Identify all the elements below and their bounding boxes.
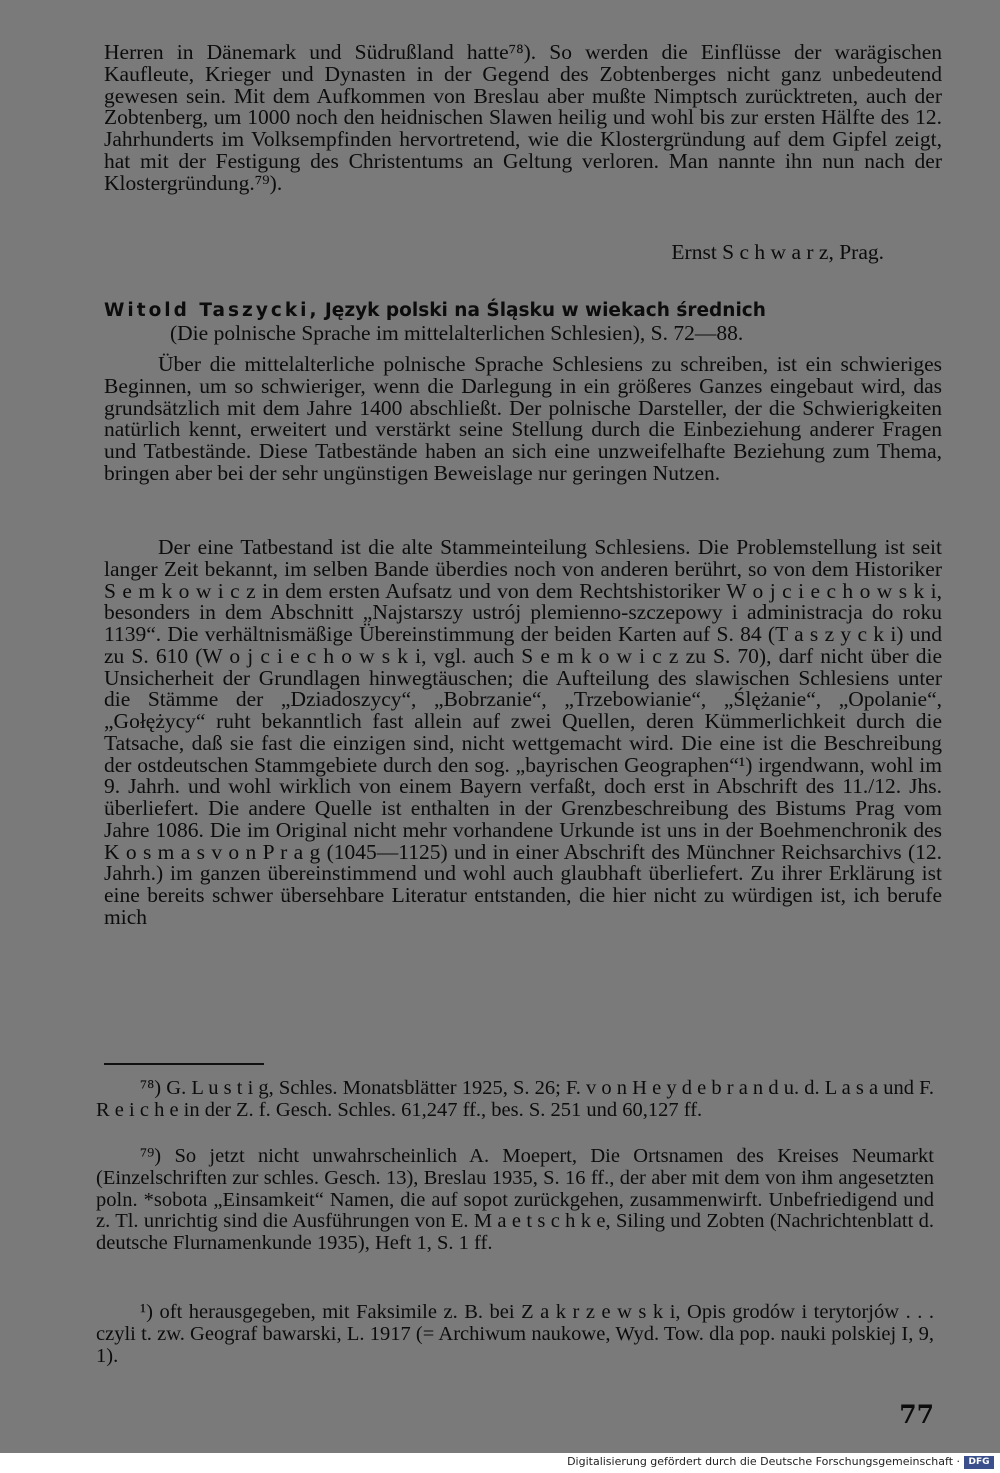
author-signature: Ernst S c h w a r z, Prag.: [671, 240, 884, 264]
footnote-separator: [104, 1063, 264, 1065]
page-number: 77: [899, 1400, 934, 1429]
review-author: Witold Taszycki,: [104, 300, 320, 321]
footer-credit: Digitalisierung gefördert durch die Deutsche Forschungsgemeinschaft ·: [567, 1455, 960, 1468]
footnote-1: ¹) oft herausgegeben, mit Faksimile z. B. bei Z a k r z e w s k i, Opis grodów i terytorjów . . . czyli t. zw. Geograf bawarski, L. 1917 (= Archiwum naukowe, Wyd. Tow. dla pop. nauki polskiej I, 9, 1).: [96, 1301, 934, 1367]
body-paragraph-2: Der eine Tatbestand ist die alte Stammeinteilung Schlesiens. Die Problemstellung ist seit langer Zeit bekannt, im selben Bande überdies noch von anderen berührt, so von dem Historiker S e m k o w i c z in dem ersten Aufsatz und von dem Rechtshistoriker W o j c i e c h o w s k i, besonders in dem Abschnitt „Najstarszy ustrój plemienno-szczepowy i administracja do roku 1139“. Die verhältnismäßige Übereinstimmung der beiden Karten auf S. 84 (T a s z y c k i) und zu S. 610 (W o j c i e c h o w s k i, vgl. auch S e m k o w i c z zu S. 70), darf nicht über die Unsicherheit der Grundlagen hinwegtäuschen; die Aufteilung des slawischen Schlesiens unter die Stämme der „Dziadoszycy“, „Bobrzanie“, „Trzebowianie“, „Ślężanie“, „Opolanie“, „Gołężycy“ ruht bekanntlich fast allein auf zwei Quellen, deren Kümmerlichkeit durch die Tatsache, daß sie fast die einzigen sind, nicht wettgemacht wird. Die eine ist die Beschreibung der ostdeutschen Stammgebiete durch den sog. „bayrischen Geographen“¹) irgendwann, wohl im 9. Jahrh. und wohl wirklich von einem Bayern verfaßt, doch erst in Abschrift des 11./12. Jhs. überliefert. Die andere Quelle ist enthalten in der Grenzbeschreibung des Bistums Prag vom Jahre 1086. Die im Original nicht mehr vorhandene Urkunde ist uns in der Boehmenchronik des K o s m a s v o n P r a g (1045—1125) und in einer Abschrift des Münchner Reichsarchivs (12. Jahrh.) im ganzen übereinstimmend und wohl auch glaubhaft überliefert. Zu ihrer Erklärung ist eine bereits schwer übersehbare Literatur entstanden, die hier nicht zu würdigen ist, ich berufe mich: [104, 535, 942, 929]
footnote-79: ⁷⁹) So jetzt nicht unwahrscheinlich A. Moepert, Die Ortsnamen des Kreises Neumarkt (Einzelschriften zur schles. Gesch. 13), Breslau 1935, S. 16 ff., der aber mit dem von ihm angesetzten poln. *sobota „Einsamkeit“ Namen, die auf sopot zurückgehen, zusammenwirft. Unbefriedigend und z. Tl. unrichtig sind die Ausführungen von E. M a e t s c h k e, Siling und Zobten (Nachrichtenblatt d. deutsche Flurnamenkunde 1935), Heft 1, S. 1 ff.: [96, 1145, 934, 1254]
digitization-footer: [0, 1453, 1000, 1473]
review-heading: [104, 298, 942, 344]
review-subtitle: (Die polnische Sprache im mittelalterlichen Schlesien), S. 72—88.: [170, 321, 744, 345]
review-title: Język polski na Śląsku w wiekach średnich: [324, 300, 766, 321]
footnote-78: ⁷⁸) G. L u s t i g, Schles. Monatsblätter 1925, S. 26; F. v o n H e y d e b r a n d u. d. L a s a und F. R e i c h e in der Z. f. Gesch. Schles. 61,247 ff., bes. S. 251 und 60,127 ff.: [96, 1077, 934, 1121]
dfg-logo-icon: DFG: [964, 1456, 994, 1469]
body-paragraph-1: Über die mittelalterliche polnische Sprache Schlesiens zu schreiben, ist ein schwieriges Beginnen, um so schwieriger, wenn die Darlegung in ein größeres Ganzes eingebaut wird, das grundsätzlich mit dem Jahre 1400 abschließt. Der polnische Darsteller, der die Schwierigkeiten natürlich kennt, erweitert und verstärkt seine Stellung durch die Einbeziehung anderer Fragen und Tatbestände. Diese Tatbestände haben an sich eine unzweifelhafte Beziehung zum Thema, bringen aber bei der sehr ungünstigen Beweislage nur geringen Nutzen.: [104, 352, 942, 485]
continuation-paragraph: Herren in Dänemark und Südrußland hatte⁷⁸). So werden die Einflüsse der warägischen Kaufleute, Krieger und Dynasten in der Gegend des Zobtenberges nicht ganz unbedeutend gewesen sein. Mit dem Aufkommen von Breslau aber mußte Nimptsch zurücktreten, auch der Zobtenberg, um 1000 noch den heidnischen Slawen heilig und wohl bis zur ersten Hälfte des 12. Jahrhunderts im Volksempfinden hervortretend, wie die Klostergründung auf dem Gipfel zeigt, hat mit der Festigung des Christentums an Geltung verloren. Man nannte ihn nun nach der Klostergründung.⁷⁹).: [104, 40, 942, 195]
